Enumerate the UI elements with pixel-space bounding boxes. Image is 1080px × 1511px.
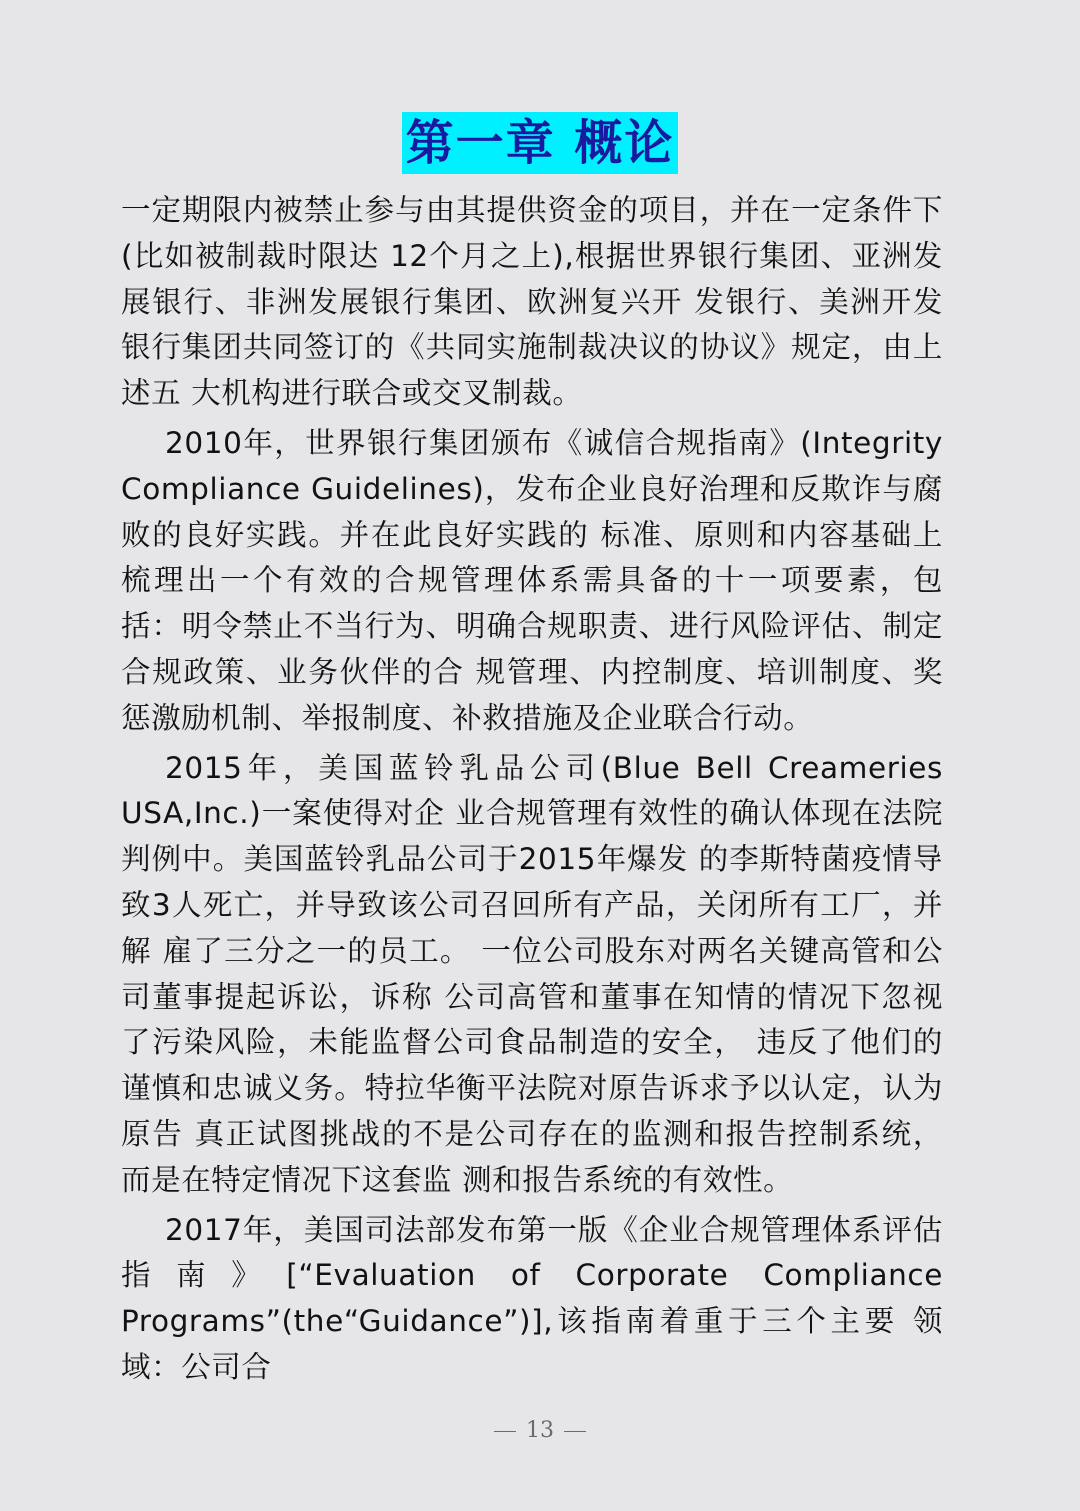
paragraph-2017: 2017年，美国司法部发布第一版《企业合规管理体系评估指南》[“Evaluation of Corporate Compliance Programs”(the“Guidance”)],该指南着重于三个主要 领域：公司合 [121,1212,943,1384]
chapter-title-wrap [0,112,1080,174]
paragraph-2010: 2010年，世界银行集团颁布《诚信合规指南》(Integrity Compliance Guidelines)，发布企业良好治理和反欺诈与腐败的良好实践。并在此良好实践的 标准、原则和内容基础上梳理出一个有效的合规管理体系需具备的十一项要素，包 括：明令禁止不当行为、明确合规职责、进行风险评估、制定合规政策、业务伙伴的合 规管理、内控制度、培训制度、奖惩激励机制、举报制度、补救措施及企业联合行动。 [121,425,943,735]
chapter-title: 第一章 概论 [402,112,679,174]
paragraph-continued: 一定期限内被禁止参与由其提供资金的项目，并在一定条件下(比如被制裁时限达 12个月之上),根据世界银行集团、亚洲发展银行、非洲发展银行集团、欧洲复兴开 发银行、美洲开发银行集团共同签订的《共同实施制裁决议的协议》规定，由上述五 大机构进行联合或交叉制裁。 [121,193,943,411]
page-footer [0,1418,1080,1443]
body-text [121,188,943,1391]
paragraph-2015: 2015年，美国蓝铃乳品公司(Blue Bell Creameries USA,Inc.)一案使得对企 业合规管理有效性的确认体现在法院判例中。美国蓝铃乳品公司于2015年爆发 的李斯特菌疫情导致3人死亡，并导致该公司召回所有产品，关闭所有工厂，并解 雇了三分之一的员工。 一位公司股东对两名关键高管和公司董事提起诉讼，诉称 公司高管和董事在知情的情况下忽视了污染风险，未能监督公司食品制造的安全， 违反了他们的谨慎和忠诚义务。特拉华衡平法院对原告诉求予以认定，认为原告 真正试图挑战的不是公司存在的监测和报告控制系统，而是在特定情况下这套监 测和报告系统的有效性。 [121,750,943,1197]
footer-dash-right [564,1431,586,1432]
footer-dash-left [494,1431,516,1432]
page-number: 13 [526,1418,554,1443]
